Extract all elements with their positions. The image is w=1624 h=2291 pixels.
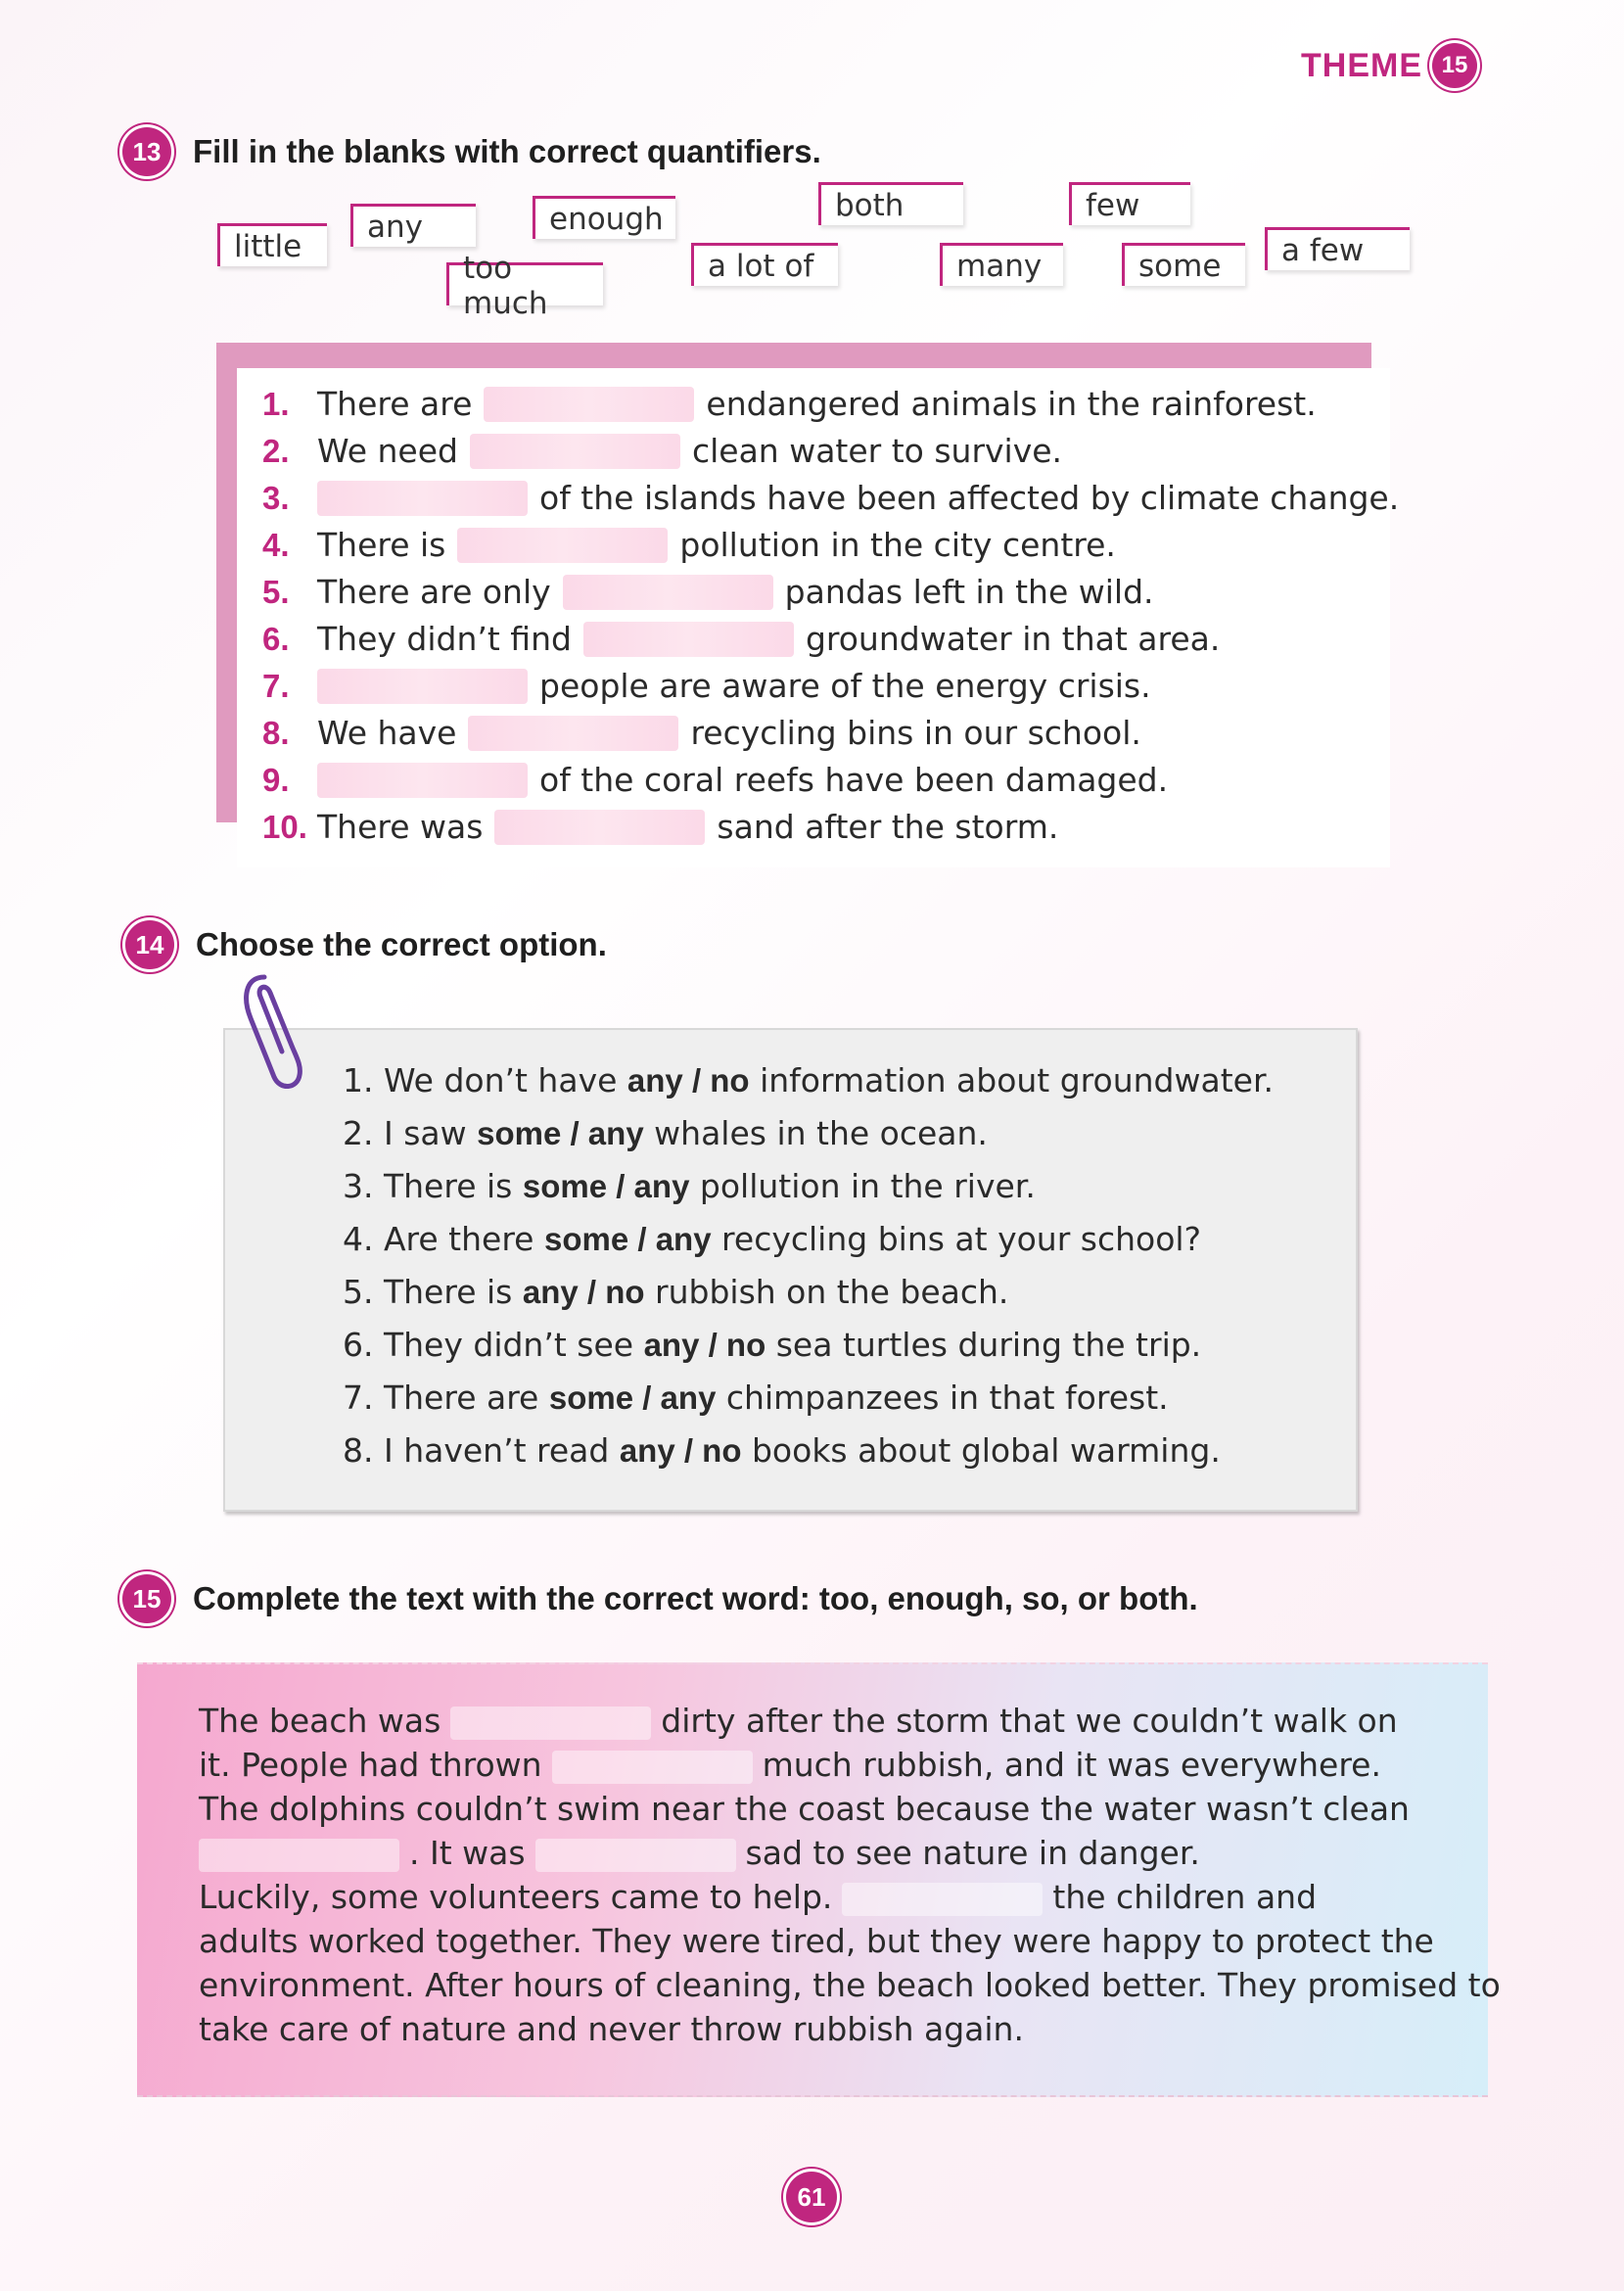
text-line-6 <box>199 1922 1434 1960</box>
option-pair[interactable]: any / no <box>522 1274 645 1310</box>
word-card: little <box>217 223 327 266</box>
sentence-number: 2. <box>262 432 290 469</box>
sentence-6 <box>262 620 1220 658</box>
word-card: many <box>940 243 1063 286</box>
sentence-2 <box>262 432 1062 470</box>
item-text: 2. I saw <box>343 1114 478 1152</box>
text-fragment: The beach was <box>199 1702 441 1740</box>
sentence-number: 1. <box>262 385 290 422</box>
item-text: sea turtles during the trip. <box>766 1326 1202 1364</box>
text-line-8 <box>199 2010 1024 2048</box>
sentence-text: clean water to survive. <box>691 432 1063 470</box>
text-line-3 <box>199 1790 1410 1828</box>
item-text: rubbish on the beach. <box>644 1273 1009 1311</box>
option-pair[interactable]: any / no <box>643 1327 766 1363</box>
sentence-text: sand after the storm. <box>717 808 1059 846</box>
exercise-15-title: Complete the text with the correct word: too, enough, so, or both. <box>193 1580 1198 1616</box>
item-text: 6. They didn’t see <box>343 1326 644 1364</box>
choice-item-1 <box>343 1061 1274 1099</box>
word-card: both <box>818 182 963 225</box>
option-pair[interactable]: any / no <box>626 1062 750 1099</box>
word-card: a few <box>1265 227 1410 270</box>
word-card: few <box>1069 182 1190 225</box>
text-fragment: much rubbish, and it was everywhere. <box>762 1746 1381 1784</box>
text-fragment: The dolphins couldn’t swim near the coast because the water wasn’t clean <box>199 1790 1410 1828</box>
sentence-text: recycling bins in our school. <box>690 714 1141 752</box>
sentence-text: We have <box>317 714 457 752</box>
option-pair[interactable]: any / no <box>619 1432 742 1469</box>
theme-label: THEME <box>1301 46 1422 84</box>
exercise-13-number: 13 <box>122 127 171 176</box>
choice-item-2 <box>343 1114 988 1152</box>
text-fragment: adults worked together. They were tired, but they were happy to protect the <box>199 1922 1434 1960</box>
answer-blank[interactable] <box>457 528 668 563</box>
sentence-text: There was <box>317 808 484 846</box>
answer-blank[interactable] <box>583 622 794 657</box>
text-line-2 <box>199 1746 1381 1784</box>
item-text: 4. Are there <box>343 1220 544 1258</box>
item-text: 3. There is <box>343 1167 523 1205</box>
item-text: chimpanzees in that forest. <box>716 1379 1169 1417</box>
sentence-1 <box>262 385 1317 423</box>
sentence-number: 7. <box>262 667 290 704</box>
sentence-9 <box>262 761 1168 799</box>
option-pair[interactable]: some / any <box>543 1221 712 1257</box>
sentence-number: 9. <box>262 761 290 798</box>
sentence-5 <box>262 573 1154 611</box>
answer-blank[interactable] <box>563 575 773 610</box>
item-text: 5. There is <box>343 1273 523 1311</box>
sentence-text: They didn’t find <box>317 620 572 658</box>
option-pair[interactable]: some / any <box>522 1168 690 1204</box>
exercise-13-heading <box>122 127 821 176</box>
text-fragment: take care of nature and never throw rubbish again. <box>199 2010 1024 2048</box>
text-fragment: it. People had thrown <box>199 1746 542 1784</box>
text-fragment: the children and <box>1052 1878 1318 1916</box>
answer-blank[interactable] <box>317 481 528 516</box>
theme-number-badge: 15 <box>1432 43 1477 88</box>
text-fragment: sad to see nature in danger. <box>745 1834 1200 1872</box>
option-pair[interactable]: some / any <box>477 1115 644 1151</box>
sentence-number: 8. <box>262 714 290 751</box>
sentence-10 <box>262 808 1058 846</box>
sentence-4 <box>262 526 1116 564</box>
sentence-text: There is <box>317 526 446 564</box>
sentence-number: 6. <box>262 620 290 657</box>
text-line-1 <box>199 1702 1398 1740</box>
word-card: too much <box>446 262 603 305</box>
sentence-number: 4. <box>262 526 290 563</box>
exercise-14-title: Choose the correct option. <box>196 926 607 962</box>
paperclip-icon <box>235 969 313 1097</box>
sentence-number: 3. <box>262 479 290 516</box>
sentence-text: We need <box>317 432 458 470</box>
answer-blank[interactable] <box>199 1839 399 1872</box>
sentence-text: people are aware of the energy crisis. <box>539 667 1151 705</box>
exercise-14-heading <box>125 920 607 969</box>
answer-blank[interactable] <box>552 1751 753 1784</box>
answer-blank[interactable] <box>450 1707 651 1740</box>
answer-blank[interactable] <box>535 1839 736 1872</box>
sentence-text: endangered animals in the rainforest. <box>706 385 1317 423</box>
sentence-number: 5. <box>262 573 290 610</box>
answer-blank[interactable] <box>470 434 680 469</box>
word-card: any <box>350 204 476 247</box>
sentence-text: of the islands have been affected by climate change. <box>539 479 1400 517</box>
answer-blank[interactable] <box>842 1883 1043 1916</box>
word-card: enough <box>533 196 675 239</box>
exercise-15-number: 15 <box>122 1574 171 1623</box>
word-card: a lot of <box>691 243 838 286</box>
text-line-4 <box>199 1834 1200 1872</box>
sentence-text: pollution in the city centre. <box>679 526 1116 564</box>
sentence-text: pandas left in the wild. <box>784 573 1154 611</box>
choice-item-7 <box>343 1379 1169 1417</box>
text-fragment: environment. After hours of cleaning, the beach looked better. They promised to <box>199 1966 1501 2004</box>
answer-blank[interactable] <box>484 387 694 422</box>
answer-blank[interactable] <box>317 763 528 798</box>
answer-blank[interactable] <box>468 716 678 751</box>
item-text: recycling bins at your school? <box>711 1220 1202 1258</box>
item-text: information about groundwater. <box>749 1061 1274 1099</box>
word-card: some <box>1122 243 1245 286</box>
choice-item-4 <box>343 1220 1201 1258</box>
choice-item-5 <box>343 1273 1008 1311</box>
answer-blank[interactable] <box>317 669 528 704</box>
option-pair[interactable]: some / any <box>548 1379 717 1416</box>
sentence-8 <box>262 714 1141 752</box>
page-number: 61 <box>786 2172 837 2222</box>
sentence-text: There are only <box>317 573 551 611</box>
text-fragment: dirty after the storm that we couldn’t walk on <box>661 1702 1398 1740</box>
sentence-text: groundwater in that area. <box>805 620 1221 658</box>
exercise-15-heading <box>122 1574 1198 1623</box>
sentence-text: There are <box>317 385 473 423</box>
sentence-number: 10. <box>262 808 307 845</box>
choice-item-3 <box>343 1167 1036 1205</box>
choice-item-8 <box>343 1431 1221 1470</box>
item-text: books about global warming. <box>741 1431 1221 1470</box>
sentence-7 <box>262 667 1151 705</box>
item-text: 7. There are <box>343 1379 549 1417</box>
answer-blank[interactable] <box>494 810 705 845</box>
theme-header <box>1301 43 1477 88</box>
text-fragment: . It was <box>409 1834 526 1872</box>
text-fragment: Luckily, some volunteers came to help. <box>199 1878 833 1916</box>
sentence-text: of the coral reefs have been damaged. <box>539 761 1169 799</box>
text-line-7 <box>199 1966 1501 2004</box>
choice-item-6 <box>343 1326 1201 1364</box>
item-text: 1. We don’t have <box>343 1061 627 1099</box>
item-text: whales in the ocean. <box>643 1114 988 1152</box>
exercise-14-number: 14 <box>125 920 174 969</box>
text-line-5 <box>199 1878 1317 1916</box>
sentence-3 <box>262 479 1399 517</box>
item-text: 8. I haven’t read <box>343 1431 620 1470</box>
exercise-13-title: Fill in the blanks with correct quantifiers. <box>193 133 821 169</box>
item-text: pollution in the river. <box>689 1167 1036 1205</box>
